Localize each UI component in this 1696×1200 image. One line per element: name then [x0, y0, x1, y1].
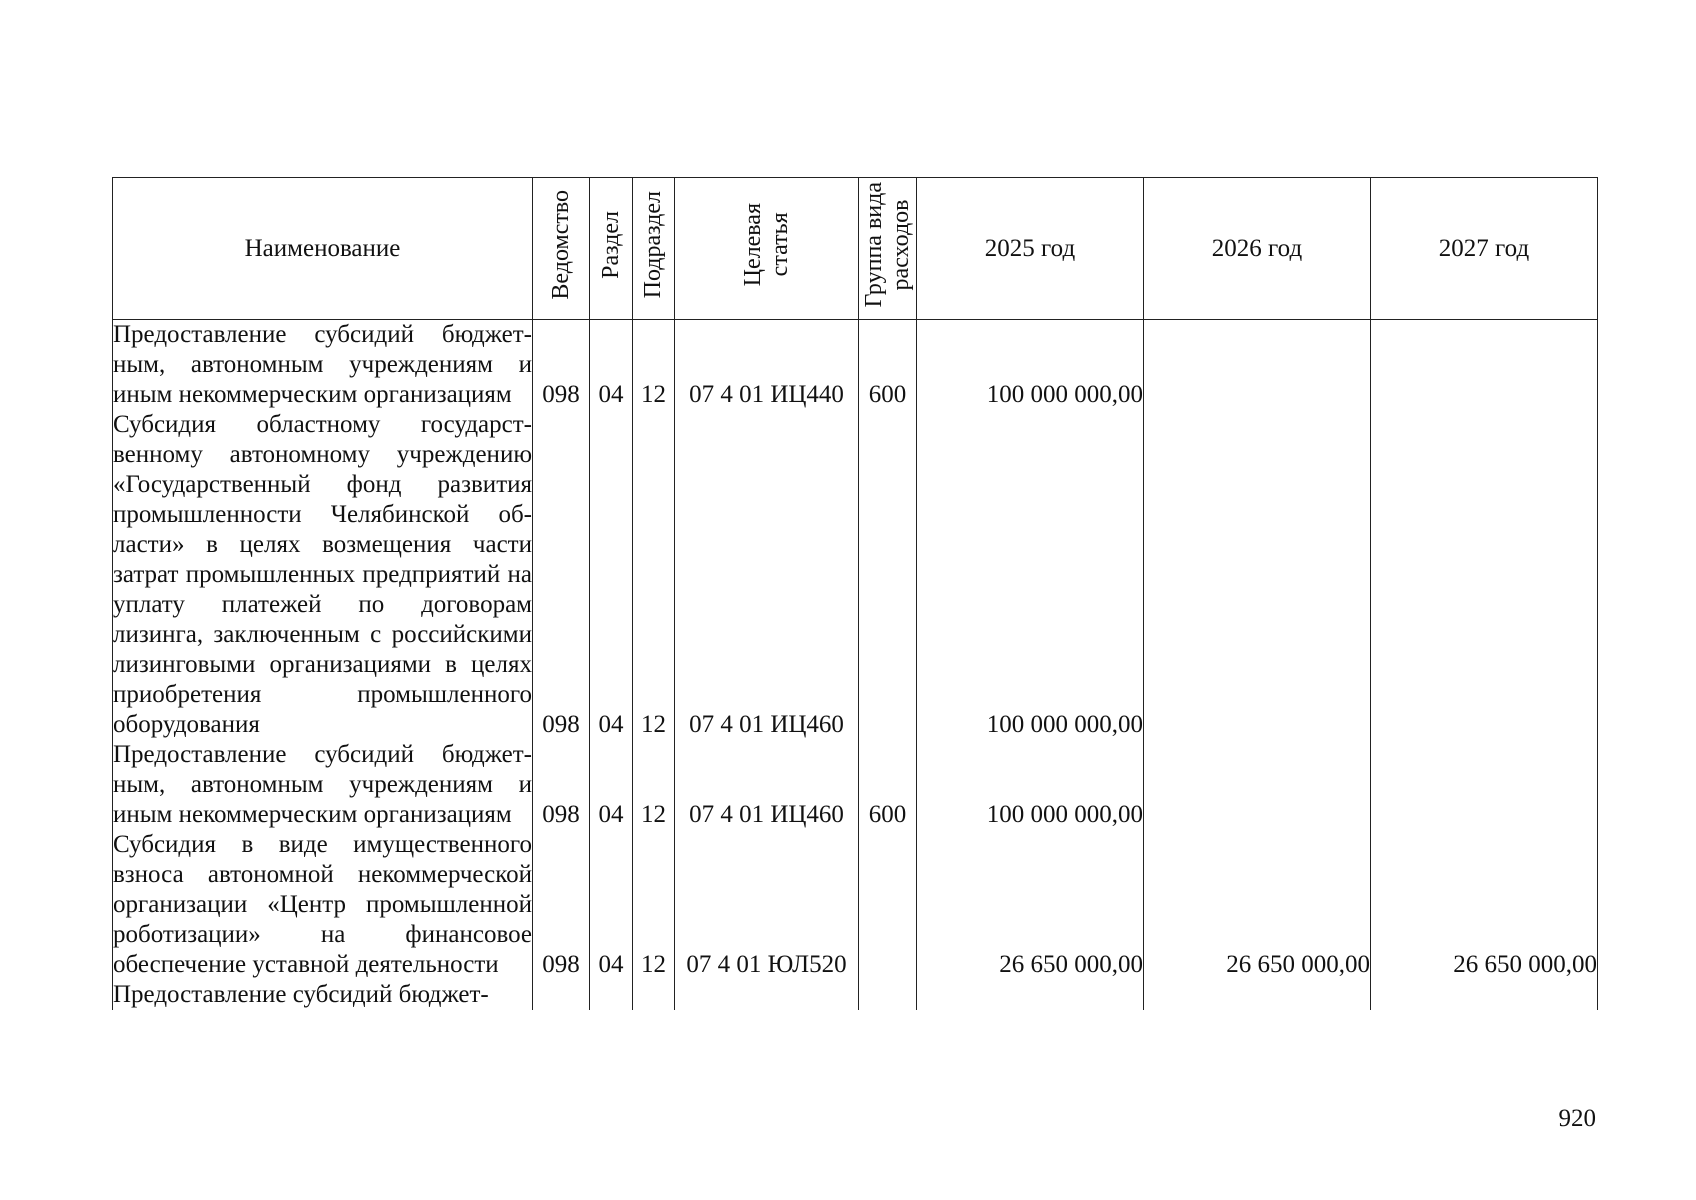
row-amount-2025: 100 000 000,00 [917, 410, 1144, 740]
row-expense-group: 600 [859, 320, 917, 411]
row-section: 04 [590, 740, 633, 830]
row-expense-group [859, 410, 917, 740]
row-amount-2026 [1144, 320, 1371, 411]
row-amount-2025: 100 000 000,00 [917, 320, 1144, 411]
header-department: Ведомство [533, 178, 590, 320]
page-number: 920 [1558, 1105, 1596, 1132]
table-header-row [113, 178, 1598, 320]
budget-table [112, 177, 1598, 1010]
row-expense-group: 600 [859, 740, 917, 830]
row-subsection: 12 [633, 740, 675, 830]
header-year-2027: 2027 год [1371, 178, 1598, 320]
header-year-2026: 2026 год [1144, 178, 1371, 320]
row-subsection: 12 [633, 830, 675, 980]
table-row [113, 830, 1598, 980]
row-amount-2027: 26 650 000,00 [1371, 830, 1598, 980]
row-name-partial: Предоставление субсидий бюджет- [113, 980, 533, 1010]
row-subsection: 12 [633, 320, 675, 411]
row-name: Субсидия в виде имущественного взноса автономной некоммерческой организации «Центр промышленной роботизации» на финансовое обеспечение уставной деятельности [113, 831, 532, 978]
row-department: 098 [533, 410, 590, 740]
header-year-2025: 2025 год [917, 178, 1144, 320]
row-department: 098 [533, 320, 590, 411]
header-subsection: Подраздел [633, 178, 675, 320]
row-amount-2027 [1371, 320, 1598, 411]
row-name: Предоставление субсидий бюджетным, автономным учреждениям и иным некоммерческим организациям [113, 741, 532, 828]
row-section: 04 [590, 320, 633, 411]
row-amount-2026 [1144, 410, 1371, 740]
row-target-article: 07 4 01 ИЦ440 [675, 320, 859, 411]
row-name: Предоставление субсидий бюджетным, автономным учреждениям и иным некоммерческим организациям [113, 321, 532, 408]
header-expense-group: Группа вида расходов [859, 178, 917, 320]
row-name: Субсидия областному государственному автономному учреждению «Государственный фонд развития промышленности Челябинской области» в целях возмещения части затрат промышленных предприятий на уплату платежей по договорам лизинга, заключенным с российскими лизинговыми организациями в целях приобретения промышленного оборудования [113, 411, 532, 738]
header-section: Раздел [590, 178, 633, 320]
row-target-article: 07 4 01 ИЦ460 [675, 410, 859, 740]
row-amount-2026 [1144, 740, 1371, 830]
table-row [113, 410, 1598, 740]
row-expense-group [859, 830, 917, 980]
table-row [113, 320, 1598, 411]
table-row [113, 740, 1598, 830]
row-amount-2025: 26 650 000,00 [917, 830, 1144, 980]
row-target-article: 07 4 01 ИЦ460 [675, 740, 859, 830]
row-section: 04 [590, 410, 633, 740]
row-department: 098 [533, 830, 590, 980]
row-amount-2027 [1371, 740, 1598, 830]
row-department: 098 [533, 740, 590, 830]
row-amount-2025: 100 000 000,00 [917, 740, 1144, 830]
row-section: 04 [590, 830, 633, 980]
header-name: Наименование [113, 178, 533, 320]
row-subsection: 12 [633, 410, 675, 740]
table-row-partial [113, 980, 1598, 1010]
row-amount-2027 [1371, 410, 1598, 740]
header-target-article: Целевая статья [675, 178, 859, 320]
row-amount-2026: 26 650 000,00 [1144, 830, 1371, 980]
row-target-article: 07 4 01 ЮЛ520 [675, 830, 859, 980]
